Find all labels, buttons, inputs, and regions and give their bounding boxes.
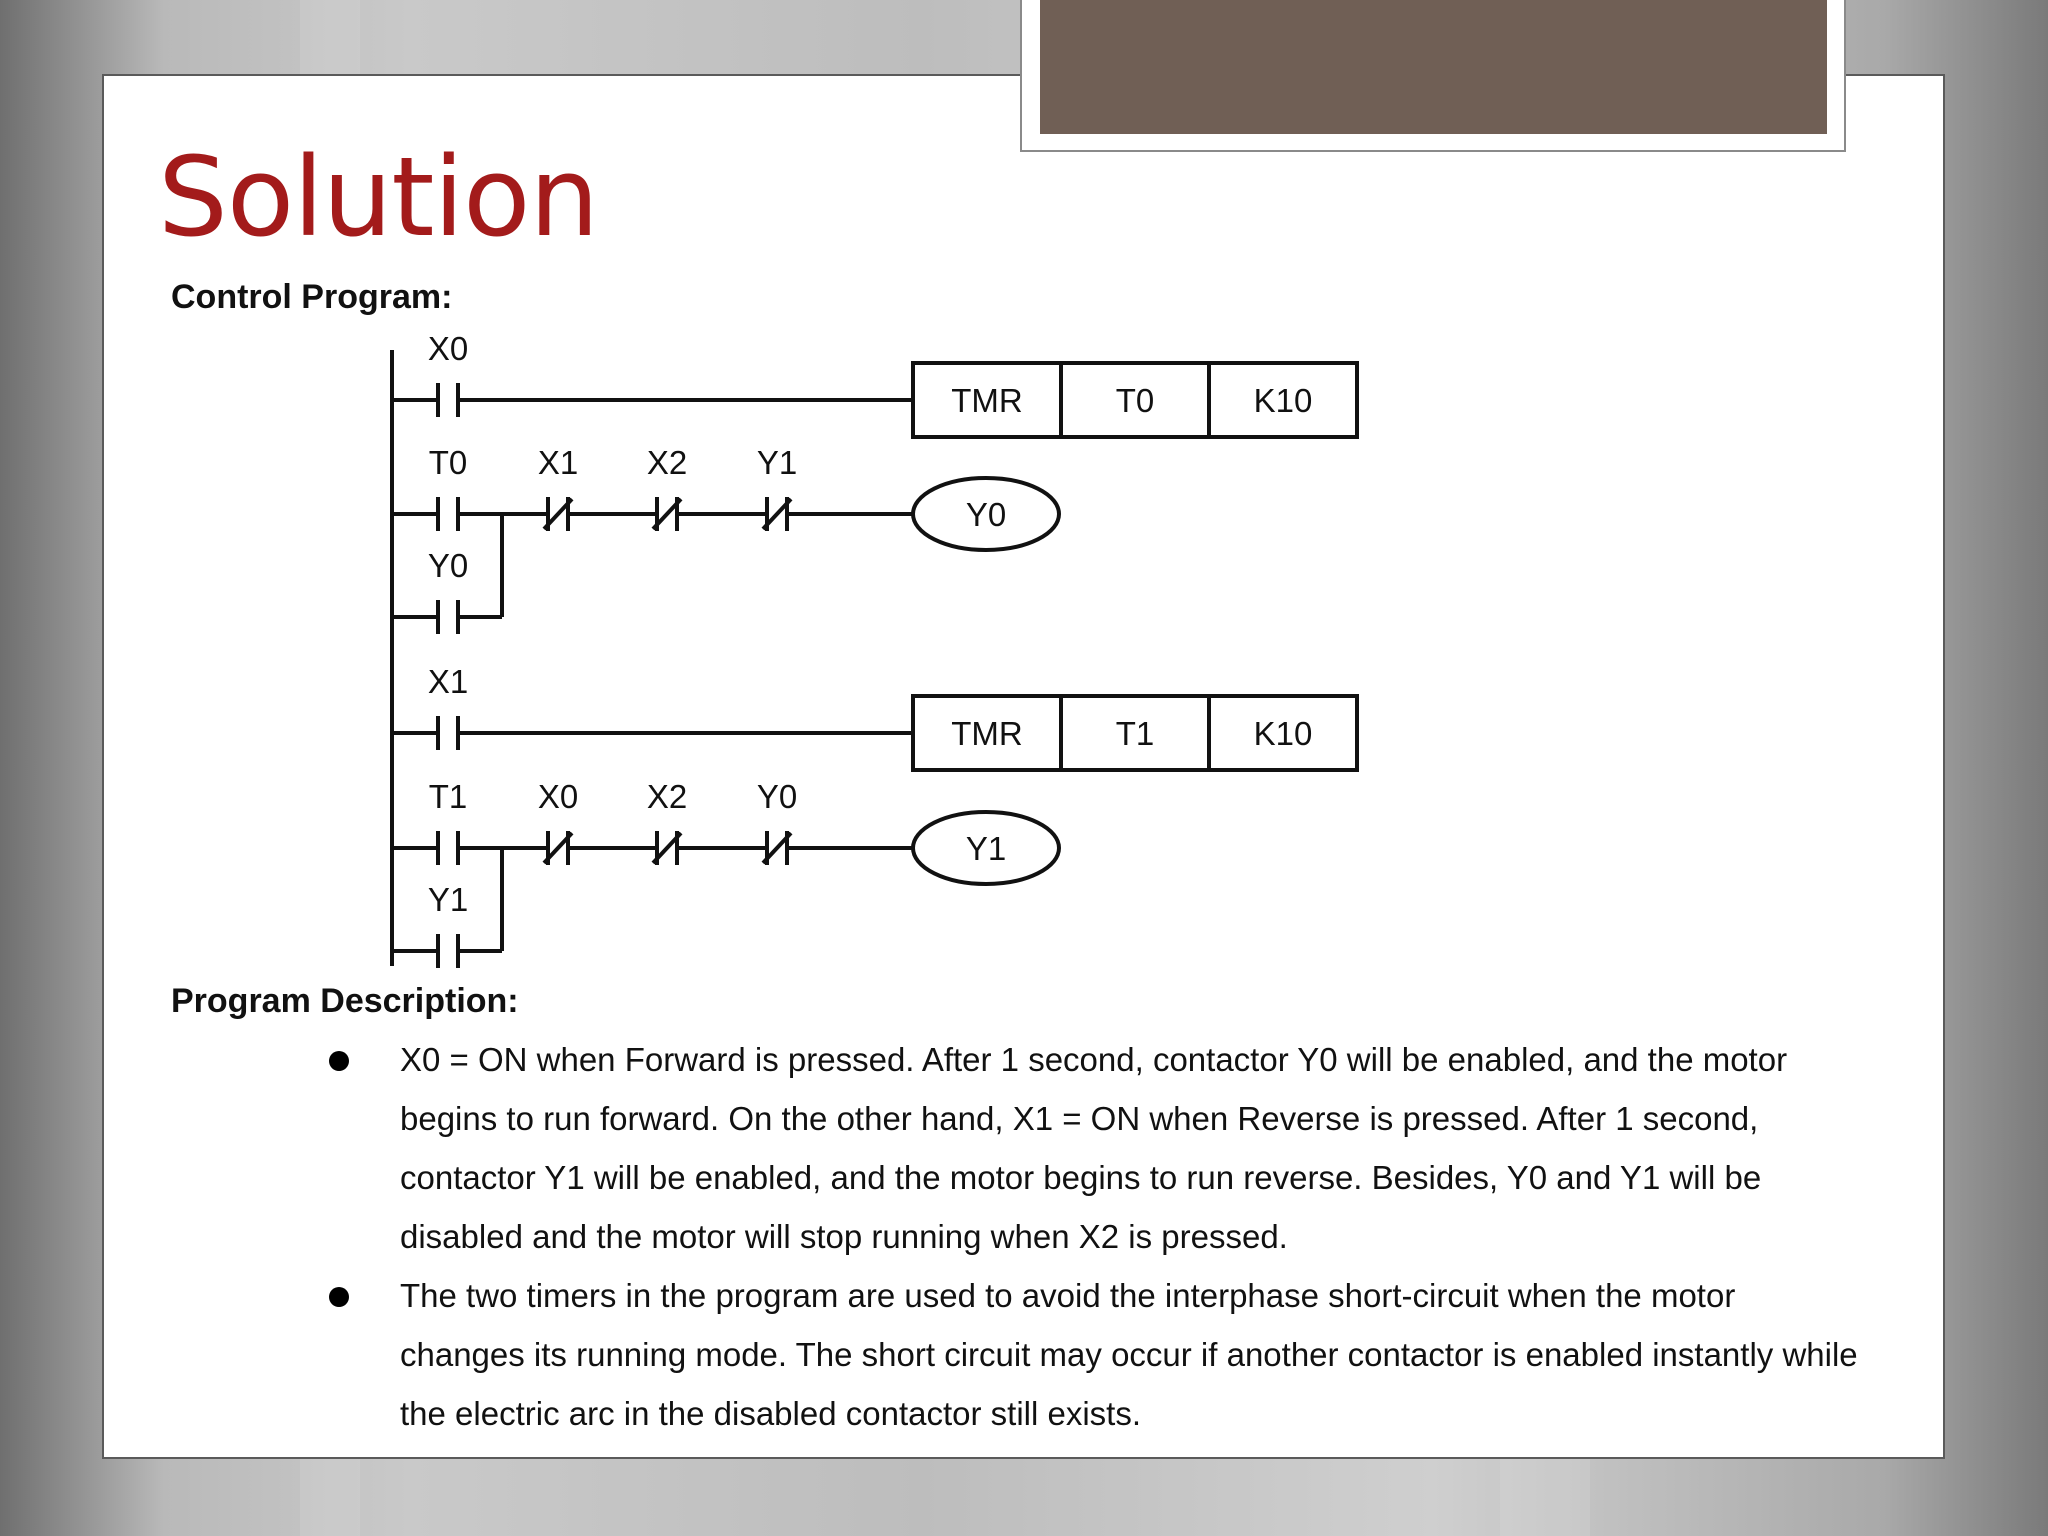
bullet-icon (329, 1051, 349, 1071)
nc-contact-label: X1 (537, 444, 579, 481)
instruction-label: T0 (1115, 382, 1155, 419)
instruction-label: K10 (1253, 382, 1313, 419)
no-contact-label: T1 (428, 778, 468, 815)
bullet-icon (329, 1287, 349, 1307)
nc-contact-label: X2 (646, 778, 688, 815)
program-description-heading: Program Description: (171, 982, 519, 1020)
description-item (325, 1266, 1865, 1443)
description-text: X0 = ON when Forward is pressed. After 1 second, contactor Y0 will be enabled, and the motor begins to run forward. On the other hand, X1 = ON when Reverse is pressed. After 1 second, contactor Y1 will be enabled, and the motor begins to run reverse. Besides, Y0 and Y1 will be disabled and the motor will stop running when X2 is pressed. (400, 1041, 1788, 1255)
instruction-label: TMR (951, 382, 1023, 419)
description-item (325, 1030, 1865, 1266)
coil-label: Y0 (965, 496, 1007, 533)
instruction-label: TMR (951, 715, 1023, 752)
nc-contact-label: X0 (537, 778, 579, 815)
description-list (325, 1030, 1865, 1443)
nc-contact-label: Y0 (756, 778, 798, 815)
nc-contact-label: Y1 (756, 444, 798, 481)
slide-title: Solution (158, 133, 599, 261)
instruction-label: T1 (1115, 715, 1155, 752)
no-contact-label: T0 (428, 444, 468, 481)
description-text: The two timers in the program are used to avoid the interphase short-circuit when the motor changes its running mode. The short circuit may occur if another contactor is enabled instantly while the electric arc in the disabled contactor still exists. (400, 1277, 1858, 1432)
nc-contact-label: X2 (646, 444, 688, 481)
coil-label: Y1 (965, 830, 1007, 867)
no-contact-label: X0 (427, 330, 469, 367)
no-contact-label: X1 (427, 663, 469, 700)
instruction-label: K10 (1253, 715, 1313, 752)
branch-contact-label: Y1 (427, 881, 469, 918)
branch-contact-label: Y0 (427, 547, 469, 584)
control-program-heading: Control Program: (171, 278, 453, 316)
